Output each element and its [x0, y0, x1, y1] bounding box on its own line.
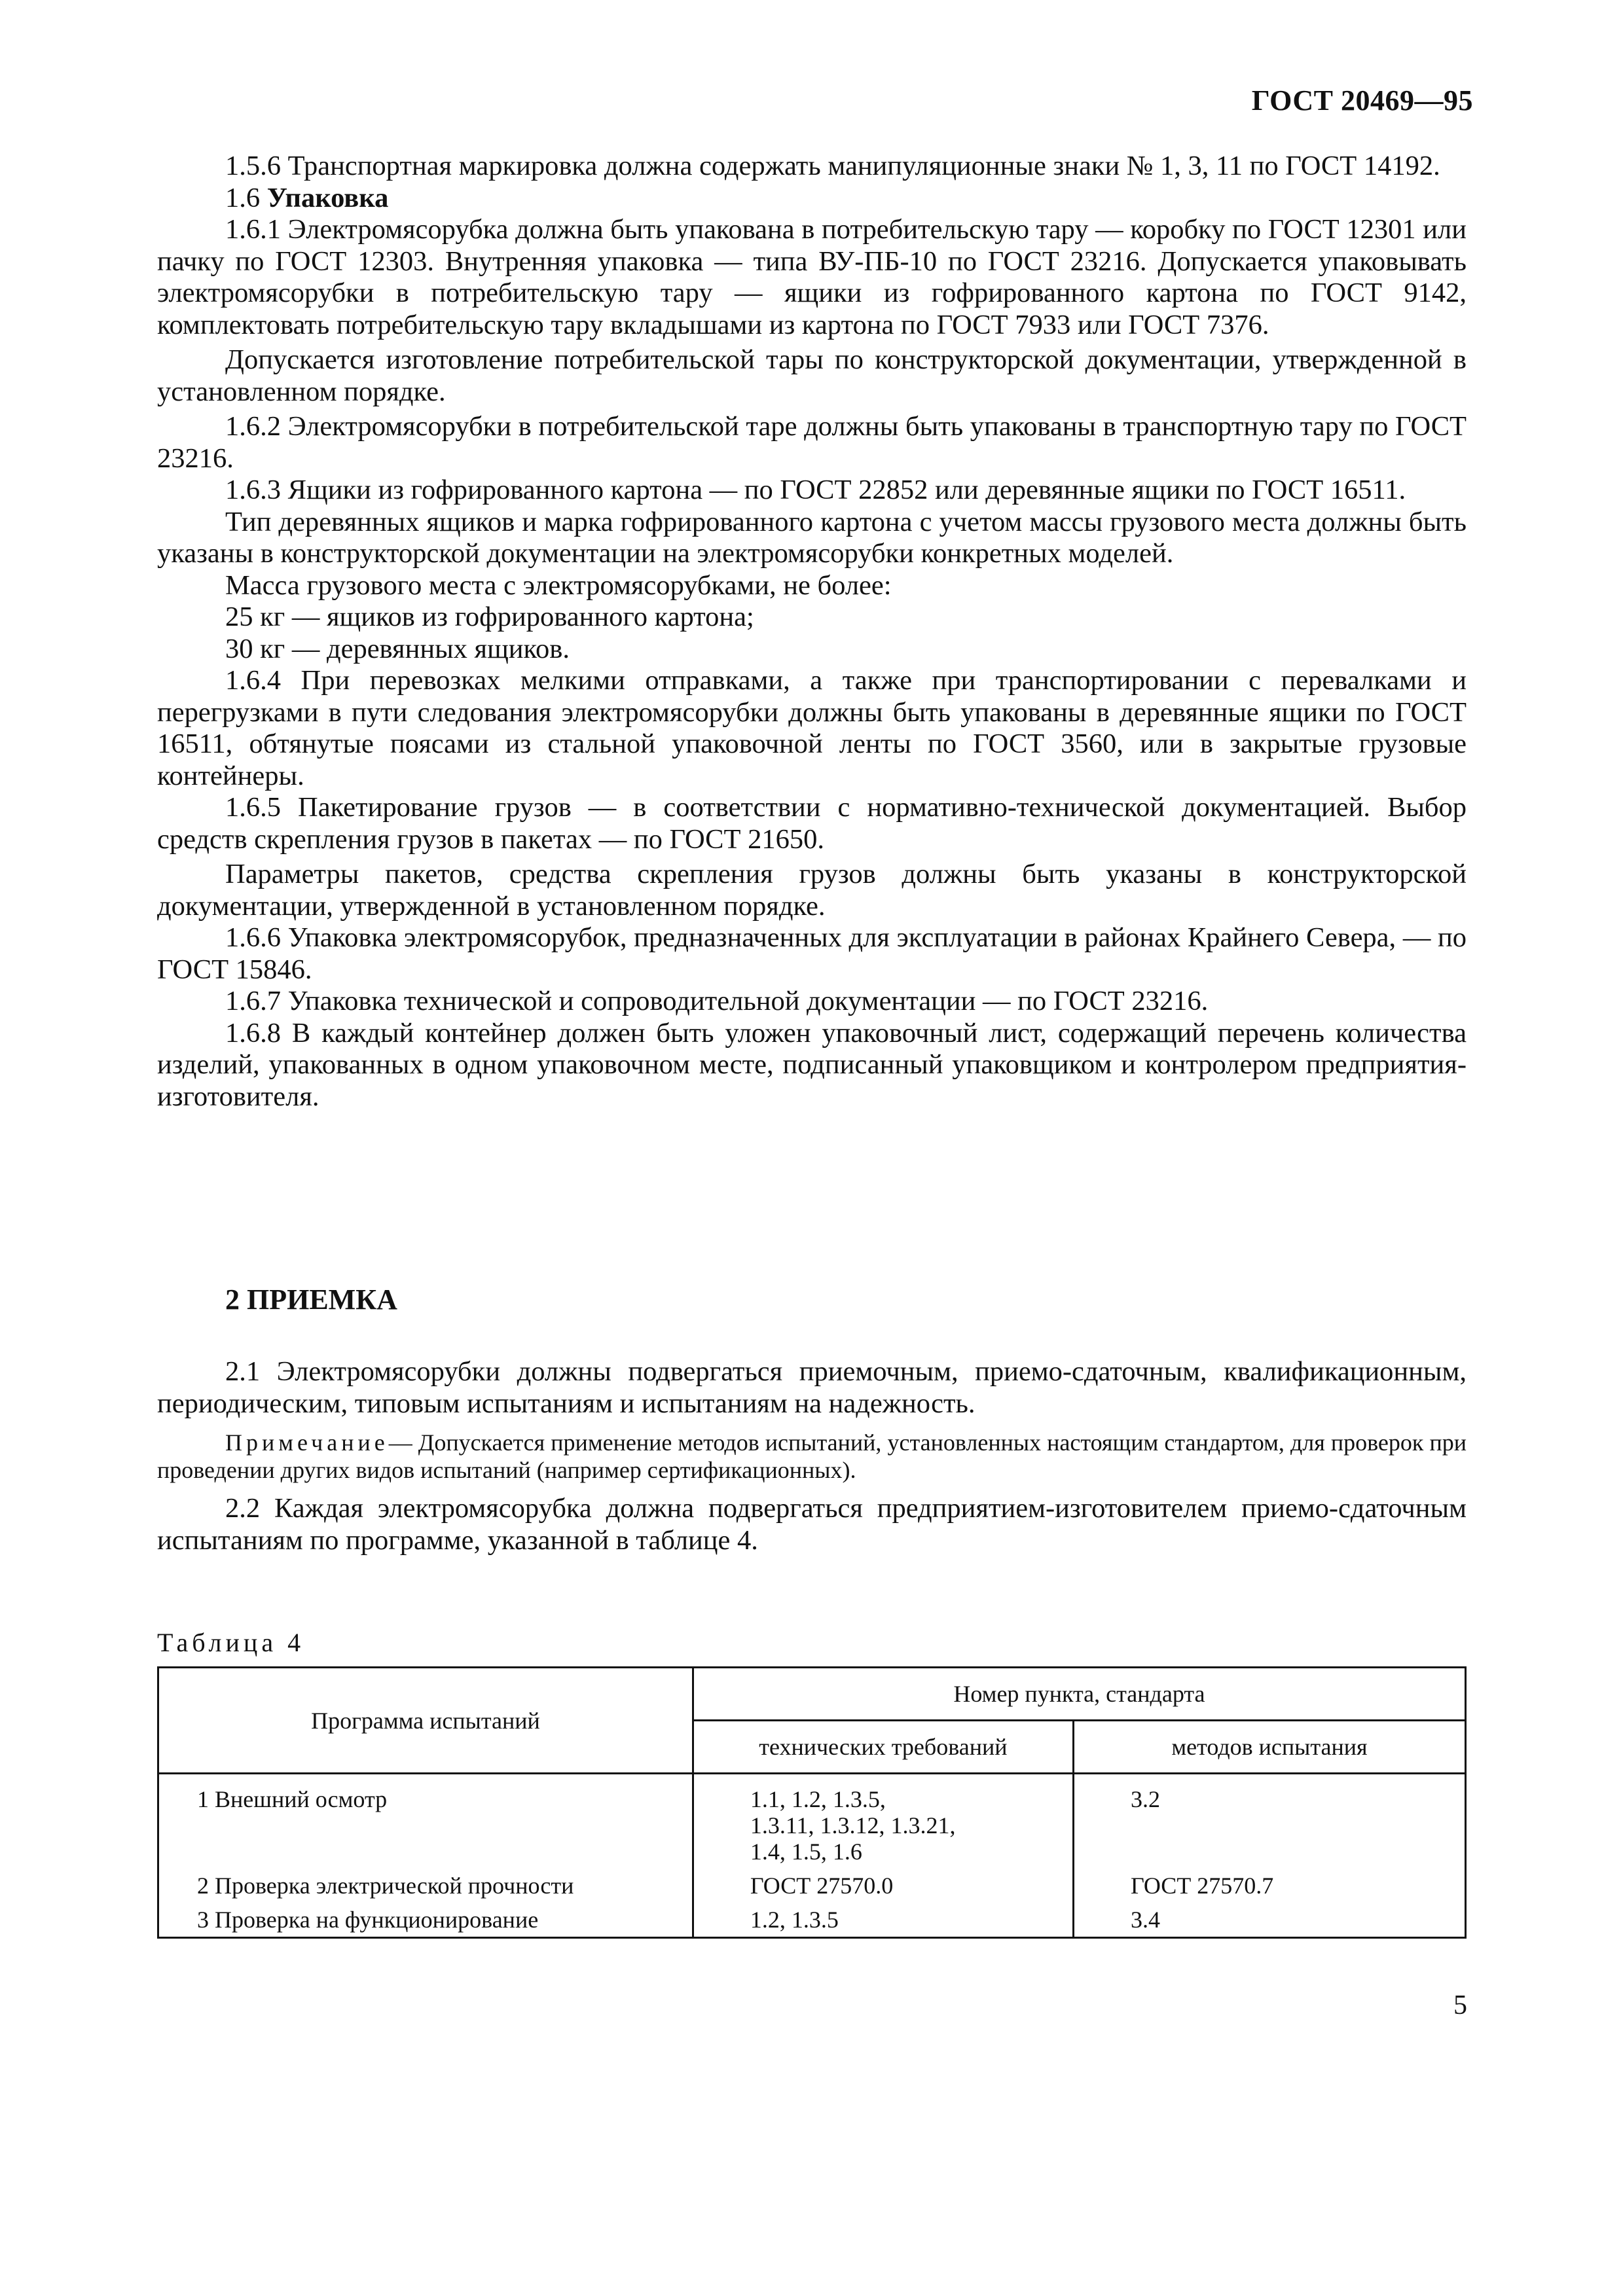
paragraph: 1.6.4 При перевозках мелкими отправками, а также при транспортировании с перевалками и перегрузками в пути следования электромясорубки должны быть упакованы в деревянные ящики по ГОСТ 16511, обтянутые поясами из стальной упаковочной ленты по ГОСТ 3560, или в закрытые грузовые контейнеры.	[157, 665, 1467, 791]
paragraph: 1.6.1 Электромясорубка должна быть упакована в потребительскую тару — коробку по ГОСТ 12301 или пачку по ГОСТ 12303. Внутренняя упаковка — типа ВУ-ПБ-10 по ГОСТ 23216. Допускается упаковывать электромясорубки в потребительскую тару — ящики из гофрированного картона по ГОСТ 9142, комплектовать потребительскую тару вкладышами из картона по ГОСТ 7933 или ГОСТ 7376.	[157, 214, 1467, 340]
cell-methods: 3.2	[1073, 1774, 1465, 1869]
table-caption: Таблица 4	[157, 1628, 305, 1657]
cell-tech: 1.1, 1.2, 1.3.5, 1.3.11, 1.3.12, 1.3.21, 1.4, 1.5, 1.6	[693, 1774, 1073, 1869]
cell-methods: 3.4	[1073, 1903, 1465, 1938]
paragraph: 2.1 Электромясорубки должны подвергаться приемочным, приемо-сдаточным, квалификационным, периодическим, типовым испытаниям и испытаниям на надежность.	[157, 1356, 1467, 1419]
paragraph: 1.6.5 Пакетирование грузов — в соответствии с нормативно-технической документацией. Выбор средств скрепления грузов в пакетах — по ГОСТ 21650.	[157, 792, 1467, 855]
column-header-tech: технических требований	[693, 1721, 1073, 1774]
column-header-methods: методов испытания	[1073, 1721, 1465, 1774]
paragraph: 1.6.7 Упаковка технической и сопроводительной документации — по ГОСТ 23216.	[225, 986, 1209, 1016]
page-number: 5	[1453, 1990, 1467, 2020]
paragraph: 25 кг — ящиков из гофрированного картона;	[225, 601, 754, 632]
note-text: — Допускается применение методов испытаний, установленных настоящим стандартом, для проверок при проведении других видов испытаний (например сертификационных).	[157, 1429, 1467, 1483]
cell-tech: ГОСТ 27570.0	[693, 1869, 1073, 1903]
paragraph: 1.6.2 Электромясорубки в потребительской таре должны быть упакованы в транспортную тару по ГОСТ 23216.	[157, 411, 1467, 474]
paragraph: Параметры пакетов, средства скрепления грузов должны быть указаны в конструкторской документации, утвержденной в установленном порядке.	[157, 859, 1467, 922]
cell-program: 1 Внешний осмотр	[158, 1774, 693, 1869]
paragraph: 30 кг — деревянных ящиков.	[225, 633, 570, 664]
table-row	[158, 1869, 1466, 1903]
paragraph: 1.5.6 Транспортная маркировка должна содержать манипуляционные знаки № 1, 3, 11 по ГОСТ 14192.	[225, 151, 1440, 181]
paragraph: 2.2 Каждая электромясорубка должна подвергаться предприятием-изготовителем приемо-сдаточным испытаниям по программе, указанной в таблице 4.	[157, 1493, 1467, 1556]
paragraph: Тип деревянных ящиков и марка гофрированного картона с учетом массы грузового места должны быть указаны в конструкторской документации на электромясорубки конкретных моделей.	[157, 506, 1467, 569]
column-header-program: Программа испытаний	[158, 1668, 693, 1774]
note	[157, 1429, 1467, 1484]
cell-program: 2 Проверка электрической прочности	[158, 1869, 693, 1903]
cell-program: 3 Проверка на функционирование	[158, 1903, 693, 1938]
paragraph: Допускается изготовление потребительской тары по конструкторской документации, утвержденной в установленном порядке.	[157, 344, 1467, 407]
column-header-group: Номер пункта, стандарта	[693, 1668, 1465, 1721]
cell-tech: 1.2, 1.3.5	[693, 1903, 1073, 1938]
subsection-title: Упаковка	[266, 182, 389, 213]
cell-methods: ГОСТ 27570.7	[1073, 1869, 1465, 1903]
paragraph: Масса грузового места с электромясорубками, не более:	[225, 569, 892, 601]
paragraph: 1.6.8 В каждый контейнер должен быть уложен упаковочный лист, содержащий перечень количества изделий, упакованных в одном упаковочном месте, подписанный упаковщиком и контролером предприятия-изготовителя.	[157, 1017, 1467, 1112]
test-program-table	[157, 1666, 1467, 1939]
section-1-6-text	[157, 151, 1467, 1113]
note-label: Примечание	[225, 1429, 389, 1456]
paragraph: 1.6.3 Ящики из гофрированного картона — по ГОСТ 22852 или деревянные ящики по ГОСТ 16511.	[225, 475, 1406, 505]
section-title: 2 ПРИЕМКА	[225, 1283, 397, 1316]
document-header: ГОСТ 20469—95	[1251, 84, 1473, 117]
subsection-heading: 1.6 Упаковка	[225, 182, 389, 213]
paragraph: 1.6.6 Упаковка электромясорубок, предназначенных для эксплуатации в районах Крайнего Севера, — по ГОСТ 15846.	[157, 922, 1467, 985]
table-row	[158, 1774, 1466, 1869]
section-2-text	[157, 1356, 1467, 1556]
table-row	[158, 1903, 1466, 1938]
